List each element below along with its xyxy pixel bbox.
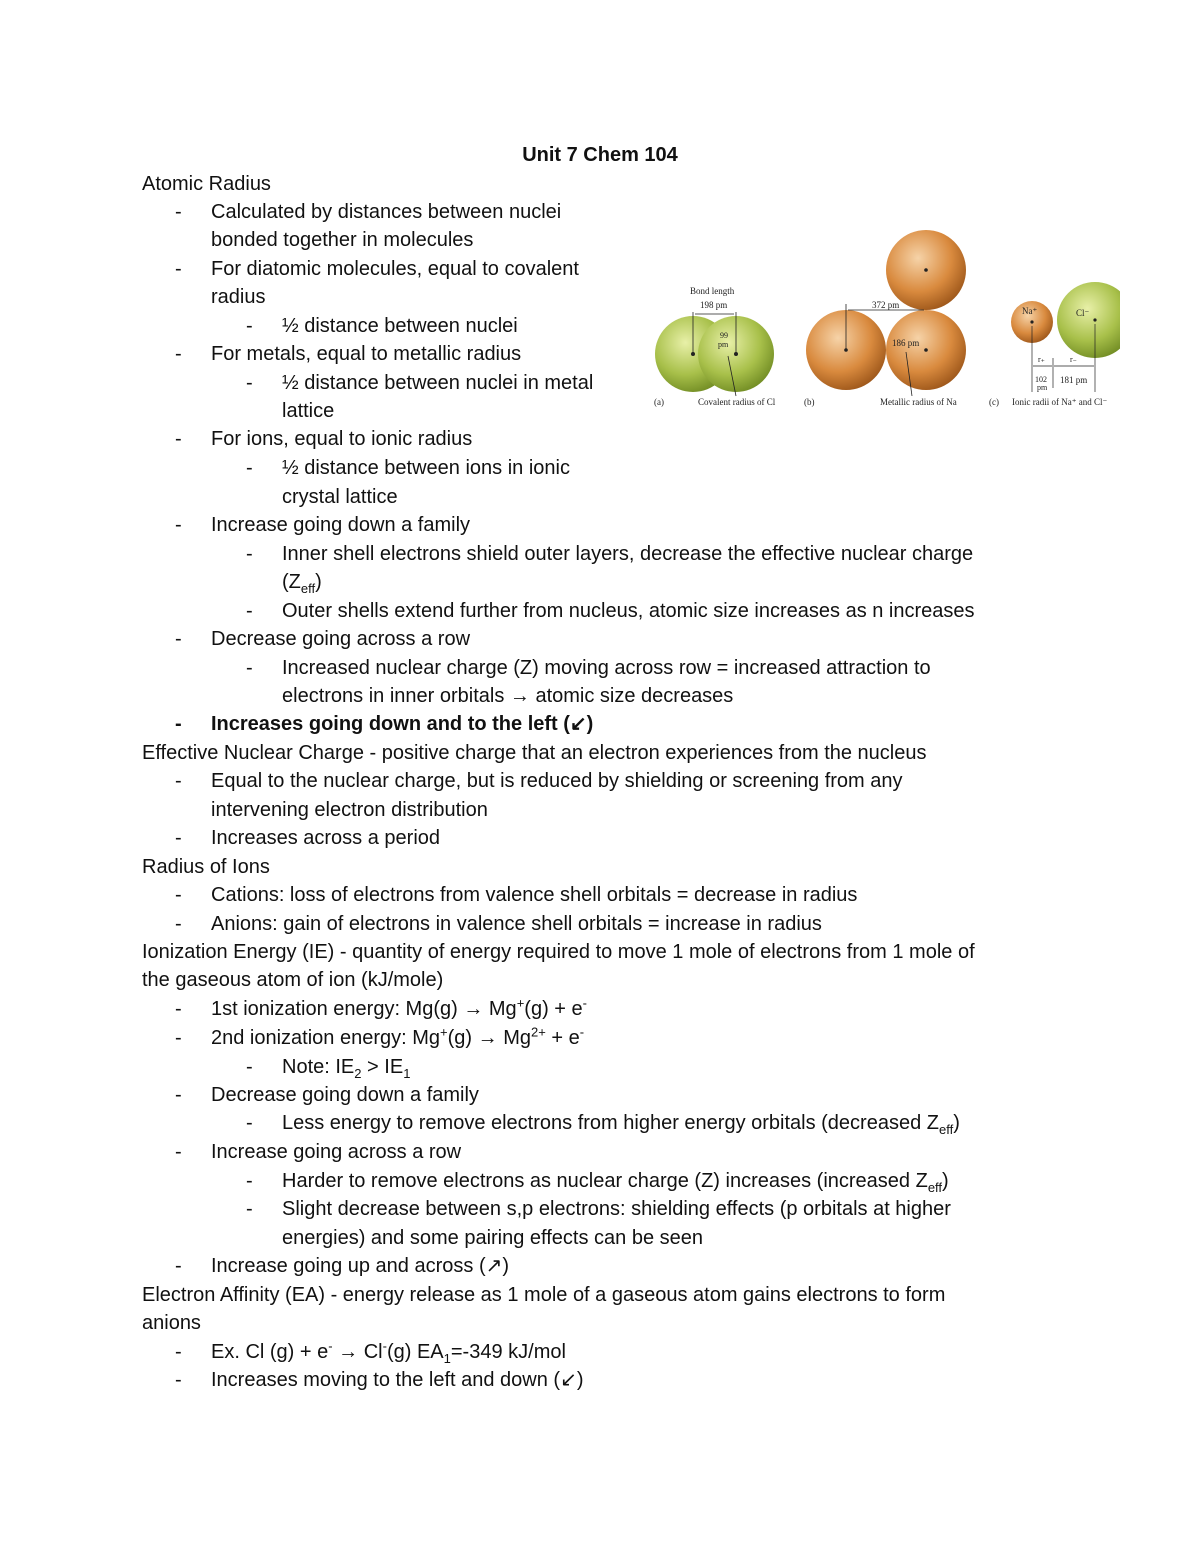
list-item: Decrease going down a family (211, 1084, 479, 1106)
bullet-dash: - (246, 1112, 253, 1134)
subscript: 1 (443, 1351, 451, 1366)
na-ion-label: Na⁺ (1022, 306, 1038, 316)
bullet-dash: - (175, 201, 182, 223)
sub-list-item-continued: lattice (282, 400, 335, 422)
nucleus-dot (924, 348, 928, 352)
section-heading-effective-nuclear-charge: Effective Nuclear Charge - positive charge that an electron experiences from the nucleus (142, 742, 927, 764)
bullet-dash: - (246, 1198, 253, 1220)
text-run: Less energy to remove electrons from higher energy orbitals (decreased Z (282, 1112, 939, 1134)
bond-length-value: 198 pm (700, 300, 728, 310)
text-run: Note: IE (282, 1056, 355, 1078)
text-run: (g) → Mg (447, 1027, 531, 1049)
list-item: Decrease going across a row (211, 628, 471, 650)
radius-figure (650, 228, 1120, 418)
superscript: - (579, 1024, 585, 1040)
list-item-continued: bonded together in molecules (211, 229, 474, 251)
superscript: - (382, 1338, 387, 1354)
subscript: eff (927, 1180, 943, 1195)
sub-list-item: Slight decrease between s,p electrons: shielding effects (p orbitals at higher (282, 1198, 951, 1220)
bullet-dash: - (175, 1255, 182, 1277)
bullet-dash: - (175, 913, 182, 935)
list-item: Increases moving to the left and down (↙) (211, 1369, 584, 1391)
nucleus-dot (1093, 318, 1096, 321)
text-run: 1st ionization energy: Mg(g) → Mg (211, 998, 517, 1020)
sub-list-item-continued: crystal lattice (282, 486, 398, 508)
covalent-radius-value: 99 (720, 331, 728, 340)
bullet-dash: - (246, 372, 253, 394)
bullet-dash: - (175, 770, 182, 792)
superscript: - (328, 1338, 333, 1354)
list-item-continued: intervening electron distribution (211, 799, 488, 821)
subscript: 2 (354, 1066, 362, 1081)
bullet-dash: - (175, 1141, 182, 1163)
bullet-dash: - (175, 1084, 182, 1106)
list-item: Increase going down a family (211, 514, 471, 536)
sub-list-item-continued (282, 568, 322, 596)
page-title: Unit 7 Chem 104 (522, 144, 678, 166)
text-run: ) (953, 1112, 960, 1134)
bullet-dash: - (246, 457, 253, 479)
bullet-dash: - (246, 315, 253, 337)
list-item (211, 1338, 566, 1366)
text-run: =-349 kJ/mol (450, 1341, 566, 1363)
text-run: → Cl (332, 1341, 383, 1363)
section-heading-ionization-energy: Ionization Energy (IE) - quantity of energy required to move 1 mole of electrons from 1 mole of (142, 941, 975, 963)
list-item: For metals, equal to metallic radius (211, 343, 522, 365)
list-item-bold: Increases going down and to the left (↙) (211, 713, 594, 735)
bullet-dash: - (175, 343, 182, 365)
ionic-caption: Ionic radii of Na⁺ and Cl⁻ (1012, 397, 1108, 407)
bullet-dash: - (175, 258, 182, 280)
bullet-dash: - (246, 1056, 253, 1078)
subscript: eff (300, 581, 316, 596)
text-run: ) (315, 571, 322, 593)
bond-length-label: Bond length (690, 286, 735, 296)
list-item-continued: radius (211, 286, 266, 308)
covalent-radius-panel (654, 286, 776, 407)
sub-list-item: Inner shell electrons shield outer layers, decrease the effective nuclear charge (282, 543, 974, 565)
sub-list-item: ½ distance between ions in ionic (282, 457, 570, 479)
list-item: Increases across a period (211, 827, 441, 849)
text-run: (g) EA (386, 1341, 444, 1363)
list-item (211, 995, 587, 1023)
list-item (211, 1024, 584, 1052)
r-plus-label: r₊ (1038, 355, 1045, 364)
cl-ion (1057, 282, 1120, 358)
section-heading-electron-affinity: Electron Affinity (EA) - energy release as 1 mole of a gaseous atom gains electrons to form (142, 1284, 946, 1306)
text-run: (g) + e (524, 998, 583, 1020)
section-heading-continued: the gaseous atom of ion (kJ/mole) (142, 969, 444, 991)
list-item: Increase going up and across (↗) (211, 1255, 510, 1277)
sub-list-item (282, 1109, 960, 1137)
metallic-caption: Metallic radius of Na (880, 397, 957, 407)
text-run: Harder to remove electrons as nuclear charge (Z) increases (increased Z (282, 1170, 928, 1192)
bullet-dash: - (175, 1341, 182, 1363)
covalent-caption: Covalent radius of Cl (698, 397, 776, 407)
text-run: + e (545, 1027, 580, 1049)
sub-list-item: ½ distance between nuclei (282, 315, 518, 337)
text-run: 2nd ionization energy: Mg (211, 1027, 441, 1049)
r-minus-label: r₋ (1070, 355, 1077, 364)
superscript: - (582, 995, 587, 1011)
sub-list-item: ½ distance between nuclei in metal (282, 372, 594, 394)
text-run: (Z (282, 571, 301, 593)
bullet-dash: - (175, 998, 182, 1020)
list-item: Cations: loss of electrons from valence shell orbitals = decrease in radius (211, 884, 858, 906)
sub-list-item: Increased nuclear charge (Z) moving across row = increased attraction to (282, 657, 931, 679)
bullet-dash: - (175, 514, 182, 536)
cl-ion-label: Cl⁻ (1076, 308, 1090, 318)
bullet-dash: - (246, 657, 253, 679)
covalent-radius-unit: pm (718, 340, 729, 349)
bullet-dash: - (246, 1170, 253, 1192)
bullet-dash: - (175, 827, 182, 849)
na-radius-unit: pm (1037, 383, 1048, 392)
na-radius-value: 102 (1035, 375, 1047, 384)
list-item: Equal to the nuclear charge, but is reduced by shielding or screening from any (211, 770, 903, 792)
sub-list-item-continued: energies) and some pairing effects can be seen (282, 1227, 704, 1249)
ionic-radius-panel (989, 282, 1120, 407)
list-item: Increase going across a row (211, 1141, 462, 1163)
sub-list-item (282, 1167, 949, 1195)
radius-figure-svg (650, 228, 1120, 418)
text-run: Ex. Cl (g) + e (211, 1341, 329, 1363)
bullet-dash: - (246, 600, 253, 622)
text-run: ) (942, 1170, 949, 1192)
subscript: eff (938, 1122, 954, 1137)
list-item: For diatomic molecules, equal to covalent (211, 258, 579, 280)
list-item: For ions, equal to ionic radius (211, 428, 473, 450)
bullet-dash: - (175, 1027, 182, 1049)
bullet-dash: - (175, 884, 182, 906)
superscript: + (516, 995, 525, 1011)
bullet-dash: - (175, 428, 182, 450)
nucleus-dot (924, 268, 928, 272)
metallic-distance-label: 372 pm (872, 300, 900, 310)
cl-radius-value: 181 pm (1060, 375, 1088, 385)
section-heading-radius-of-ions: Radius of Ions (142, 856, 270, 878)
section-heading-atomic-radius: Atomic Radius (142, 173, 271, 195)
text-run: > IE (361, 1056, 404, 1078)
panel-label-c: (c) (989, 397, 999, 407)
list-item: Calculated by distances between nuclei (211, 201, 562, 223)
sub-list-item (282, 1053, 410, 1081)
superscript: 2+ (530, 1024, 546, 1040)
bullet-dash: - (175, 713, 182, 735)
list-item: Anions: gain of electrons in valence shell orbitals = increase in radius (211, 913, 822, 935)
panel-label-b: (b) (804, 397, 815, 407)
superscript: + (440, 1024, 448, 1040)
bullet-dash: - (175, 1369, 182, 1391)
nucleus-dot (1030, 320, 1033, 323)
section-heading-continued: anions (142, 1312, 201, 1334)
panel-label-a: (a) (654, 397, 664, 407)
metallic-radius-panel (804, 230, 966, 407)
bullet-dash: - (246, 543, 253, 565)
metallic-radius-label: 186 pm (892, 338, 920, 348)
subscript: 1 (403, 1066, 411, 1081)
bullet-dash: - (175, 628, 182, 650)
sub-list-item: Outer shells extend further from nucleus, atomic size increases as n increases (282, 600, 975, 622)
sub-list-item-continued: electrons in inner orbitals → atomic size decreases (282, 685, 734, 707)
